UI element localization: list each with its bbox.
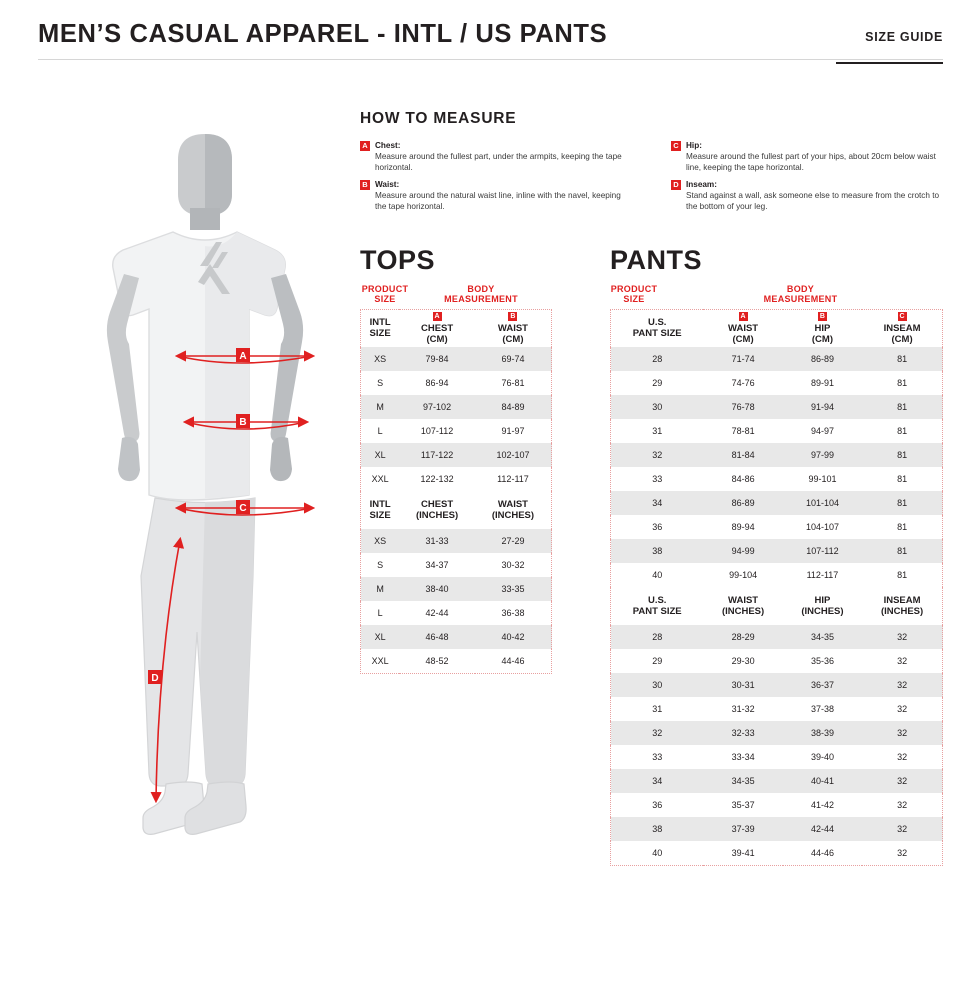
page-header — [38, 20, 943, 60]
how-to-measure-column-right — [671, 140, 944, 218]
table-row — [611, 625, 943, 649]
table-cell: 37-38 — [810, 704, 834, 715]
how-to-measure-body: Stand against a wall, ask someone else to measure from the crotch to the bottom of your leg. — [686, 191, 940, 212]
column-header-unit: SIZE — [369, 510, 391, 522]
badge-c-icon: C — [899, 312, 905, 320]
column-header-line: U.S. — [647, 317, 667, 329]
column-header-unit: (INCHES) — [801, 606, 844, 618]
tops-title: TOPS — [360, 245, 436, 275]
badge-d-icon: D — [671, 180, 681, 190]
table-cell: 78-81 — [731, 426, 755, 437]
table-cell: 76-81 — [501, 378, 525, 389]
header-divider — [38, 59, 943, 60]
table-cell: XL — [361, 625, 400, 649]
column-header-unit: SIZE — [369, 328, 391, 340]
table-cell: M — [361, 577, 400, 601]
table-cell: 36-37 — [783, 673, 862, 697]
table-cell: 69-74 — [475, 347, 552, 371]
pants-table-group-headers — [610, 284, 943, 305]
table-cell: 76-78 — [703, 395, 782, 419]
how-to-measure-label: Chest: — [375, 141, 401, 150]
table-cell: 32-33 — [703, 721, 782, 745]
how-to-measure-body: Measure around the fullest part of your hips, about 20cm below waist line, keeping the tape horizontal. — [686, 152, 936, 173]
table-row — [611, 419, 943, 443]
table-cell: 32 — [897, 656, 908, 667]
how-to-measure-section — [360, 110, 945, 218]
how-to-measure-body: Measure around the natural waist line, inline with the navel, keeping the tape horizontal. — [375, 191, 621, 212]
column-header — [783, 587, 862, 625]
table-row — [611, 515, 943, 539]
table-cell: 44-46 — [810, 847, 834, 858]
table-cell: 32 — [897, 800, 908, 811]
size-guide-label: SIZE GUIDE — [865, 30, 943, 45]
table-cell: S — [377, 560, 384, 571]
table-cell: 34-35 — [783, 625, 862, 649]
column-header — [475, 309, 552, 347]
table-row — [611, 539, 943, 563]
column-header — [703, 309, 782, 347]
table-cell: 99-104 — [729, 570, 758, 581]
table-cell: 35-36 — [810, 656, 834, 667]
pants-section — [610, 245, 943, 866]
column-header — [475, 491, 552, 529]
table-cell: XS — [361, 347, 400, 371]
table-cell: 81 — [862, 347, 942, 371]
table-cell: 112-117 — [497, 474, 529, 485]
table-cell: L — [377, 608, 383, 619]
table-cell: 38 — [611, 539, 704, 563]
table-cell: 42-44 — [783, 817, 862, 841]
table-cell: XXL — [371, 655, 389, 666]
column-header — [361, 491, 400, 529]
column-header-unit: (INCHES) — [880, 606, 924, 618]
badge-b-icon: B — [510, 312, 516, 320]
table-row — [611, 673, 943, 697]
table-cell: 32 — [897, 847, 908, 858]
how-to-measure-item-chest — [360, 140, 633, 173]
column-header — [611, 587, 704, 625]
table-cell: 81 — [862, 491, 942, 515]
how-to-measure-text — [686, 140, 944, 173]
table-cell: 32 — [862, 673, 942, 697]
table-cell: 27-29 — [475, 529, 552, 553]
how-to-measure-text — [375, 140, 633, 173]
table-cell: 28-29 — [703, 625, 782, 649]
table-cell: 86-89 — [783, 347, 862, 371]
svg-text:B: B — [239, 417, 247, 428]
table-cell: 89-94 — [731, 522, 755, 533]
column-header-line: HIP — [814, 322, 831, 334]
pants-title: PANTS — [610, 245, 703, 275]
table-cell: 91-94 — [783, 395, 862, 419]
table-row — [611, 769, 943, 793]
table-cell: 102-107 — [475, 443, 552, 467]
table-row — [361, 649, 552, 673]
column-header-unit: PANT SIZE — [632, 328, 682, 340]
column-header-unit: (CM) — [502, 333, 524, 345]
table-cell: 32 — [862, 817, 942, 841]
page-title: MEN’S CASUAL APPAREL - INTL / US PANTS — [38, 20, 608, 48]
column-header-line: INTL — [369, 498, 391, 510]
pants-table — [610, 309, 943, 866]
how-to-measure-label: Hip: — [686, 141, 702, 150]
table-cell: 91-97 — [501, 426, 525, 437]
column-header — [783, 309, 862, 347]
table-cell: 32 — [862, 721, 942, 745]
column-header-unit: (INCHES) — [491, 510, 535, 522]
table-cell: 94-99 — [703, 539, 782, 563]
table-cell: 34-35 — [703, 769, 782, 793]
table-cell: 94-97 — [810, 426, 834, 437]
table-cell: 36-38 — [501, 608, 525, 619]
column-header-line: U.S. — [647, 594, 667, 606]
table-row — [361, 601, 552, 625]
column-header — [862, 587, 942, 625]
pants-product-size-header: PRODUCT SIZE — [610, 284, 658, 305]
table-cell: 41-42 — [810, 800, 834, 811]
table-row — [611, 371, 943, 395]
table-cell: 32 — [897, 752, 908, 763]
table-cell: 36 — [652, 800, 663, 811]
column-header-line: CHEST — [420, 498, 454, 510]
table-cell: 32 — [611, 443, 704, 467]
table-cell: 34-37 — [425, 560, 449, 571]
table-row — [361, 419, 552, 443]
table-row — [611, 817, 943, 841]
table-cell: 38-39 — [783, 721, 862, 745]
table-row — [611, 697, 943, 721]
tops-section — [360, 245, 552, 674]
table-cell: 30 — [611, 395, 704, 419]
table-cell: 107-112 — [420, 426, 454, 437]
table-cell: 40 — [652, 847, 663, 858]
tops-product-size-header: PRODUCT SIZE — [361, 284, 409, 305]
table-cell: 39-40 — [810, 752, 834, 763]
table-cell: 28 — [611, 347, 704, 371]
table-cell: 29-30 — [731, 656, 755, 667]
column-header-line: WAIST — [728, 594, 759, 606]
how-to-measure-column-left — [360, 140, 633, 218]
table-cell: 32 — [897, 704, 908, 715]
table-cell: 39-41 — [731, 847, 755, 858]
column-header — [361, 309, 400, 347]
table-cell: 46-48 — [399, 625, 475, 649]
table-row — [361, 371, 552, 395]
table-cell: 81 — [897, 522, 908, 533]
column-header-line: WAIST — [497, 322, 528, 334]
table-cell: 30-32 — [501, 560, 525, 571]
table-cell: 81 — [897, 474, 908, 485]
table-cell: 48-52 — [425, 655, 449, 666]
table-cell: 84-86 — [731, 474, 755, 485]
column-header-unit: (INCHES) — [721, 606, 765, 618]
column-header-line: WAIST — [728, 322, 759, 334]
pants-body-measurement-header: BODY MEASUREMENT — [763, 284, 838, 305]
table-cell: 34 — [611, 491, 704, 515]
table-cell: 30-31 — [703, 673, 782, 697]
table-row — [611, 467, 943, 491]
size-guide-underline — [836, 62, 943, 64]
table-cell: 99-101 — [808, 474, 837, 485]
column-header — [862, 309, 942, 347]
table-row — [611, 491, 943, 515]
table-cell: 81 — [897, 378, 908, 389]
table-cell: 35-37 — [731, 800, 755, 811]
column-header-unit: (CM) — [891, 333, 913, 345]
table-cell: 112-117 — [806, 570, 839, 581]
table-cell: 28 — [611, 625, 704, 649]
table-cell: 44-46 — [501, 655, 525, 666]
badge-a-icon: A — [740, 312, 746, 320]
table-cell: S — [377, 378, 384, 389]
column-header-unit: (CM) — [811, 333, 833, 345]
column-header-line: CHEST — [420, 322, 454, 334]
table-cell: 40-41 — [783, 769, 862, 793]
table-header-row — [611, 587, 943, 625]
table-cell: 40 — [652, 570, 663, 581]
svg-text:D: D — [151, 673, 159, 684]
badge-a-icon: A — [434, 312, 440, 320]
table-cell: 30 — [611, 673, 704, 697]
table-cell: 37-39 — [703, 817, 782, 841]
how-to-measure-item-waist — [360, 179, 633, 212]
table-cell: 97-102 — [399, 395, 475, 419]
mannequin-illustration — [60, 120, 350, 880]
svg-text:A: A — [239, 351, 247, 362]
table-cell: XS — [361, 529, 400, 553]
tops-body-measurement-header: BODY MEASUREMENT — [444, 284, 518, 305]
table-cell: 38 — [611, 817, 704, 841]
how-to-measure-heading: HOW TO MEASURE — [360, 110, 517, 127]
tops-table-group-headers — [360, 284, 552, 305]
column-header — [611, 309, 704, 347]
svg-text:C: C — [239, 503, 247, 514]
table-cell: 33-35 — [475, 577, 552, 601]
table-row — [611, 395, 943, 419]
table-cell: 31 — [652, 704, 663, 715]
table-cell: 71-74 — [703, 347, 782, 371]
table-cell: 32 — [611, 721, 704, 745]
table-row — [611, 347, 943, 371]
column-header-unit: (INCHES) — [415, 510, 459, 522]
table-row — [611, 563, 943, 587]
table-cell: 81-84 — [703, 443, 782, 467]
table-row — [361, 625, 552, 649]
badge-c-icon: C — [671, 141, 681, 151]
table-cell: 33 — [652, 752, 663, 763]
table-row — [361, 553, 552, 577]
table-cell: 29 — [652, 378, 663, 389]
table-row — [361, 395, 552, 419]
table-cell: 86-94 — [425, 378, 449, 389]
table-cell: L — [377, 426, 383, 437]
table-cell: XL — [361, 443, 400, 467]
table-row — [361, 467, 552, 491]
table-cell: 104-107 — [805, 522, 839, 533]
badge-b-icon: B — [360, 180, 370, 190]
table-cell: 32 — [862, 769, 942, 793]
how-to-measure-body: Measure around the fullest part, under the armpits, keeping the tape horizontal. — [375, 152, 622, 173]
table-row — [611, 443, 943, 467]
table-cell: XXL — [371, 474, 389, 485]
table-cell: 33-34 — [731, 752, 755, 763]
table-row — [361, 443, 552, 467]
table-cell: 79-84 — [399, 347, 475, 371]
column-header-line: INSEAM — [883, 322, 921, 334]
table-cell: 107-112 — [783, 539, 862, 563]
table-cell: 81 — [897, 570, 908, 581]
column-header-line: INSEAM — [883, 594, 921, 606]
table-cell: 32 — [862, 625, 942, 649]
table-cell: 38-40 — [399, 577, 475, 601]
table-row — [361, 347, 552, 371]
column-header-line: INTL — [369, 317, 391, 329]
column-header — [399, 491, 475, 529]
column-header — [399, 309, 475, 347]
how-to-measure-text — [686, 179, 944, 212]
column-header — [703, 587, 782, 625]
how-to-measure-label: Waist: — [375, 180, 400, 190]
table-cell: 31-33 — [399, 529, 475, 553]
table-cell: M — [361, 395, 400, 419]
table-cell: 40-42 — [475, 625, 552, 649]
how-to-measure-item-inseam — [671, 179, 944, 212]
how-to-measure-item-hip — [671, 140, 944, 173]
table-cell: 122-132 — [420, 474, 454, 485]
table-cell: 81 — [862, 395, 942, 419]
table-row — [611, 745, 943, 769]
column-header-unit: (CM) — [426, 333, 448, 345]
column-header-line: WAIST — [497, 498, 528, 510]
table-header-row — [361, 309, 552, 347]
table-cell: 81 — [897, 426, 908, 437]
table-row — [611, 841, 943, 865]
table-cell: 101-104 — [783, 491, 862, 515]
tops-table — [360, 309, 552, 674]
column-header-unit: PANT SIZE — [632, 606, 682, 618]
how-to-measure-label: Inseam: — [686, 180, 717, 190]
table-cell: 74-76 — [731, 378, 755, 389]
table-cell: 117-122 — [399, 443, 475, 467]
table-header-row — [361, 491, 552, 529]
table-cell: 42-44 — [425, 608, 449, 619]
badge-b-icon: B — [819, 312, 825, 320]
table-cell: 97-99 — [783, 443, 862, 467]
table-cell: 34 — [611, 769, 704, 793]
table-row — [361, 529, 552, 553]
table-row — [361, 577, 552, 601]
table-header-row — [611, 309, 943, 347]
table-cell: 29 — [652, 656, 663, 667]
column-header-unit: (CM) — [732, 333, 754, 345]
table-cell: 84-89 — [475, 395, 552, 419]
table-cell: 81 — [862, 443, 942, 467]
how-to-measure-text — [375, 179, 633, 212]
column-header-line: HIP — [814, 594, 831, 606]
table-row — [611, 793, 943, 817]
table-cell: 36 — [652, 522, 663, 533]
table-cell: 81 — [862, 539, 942, 563]
table-cell: 31 — [652, 426, 663, 437]
badge-a-icon: A — [360, 141, 370, 151]
table-cell: 33 — [652, 474, 663, 485]
table-cell: 89-91 — [810, 378, 834, 389]
table-cell: 86-89 — [703, 491, 782, 515]
table-cell: 31-32 — [731, 704, 755, 715]
table-row — [611, 721, 943, 745]
table-row — [611, 649, 943, 673]
